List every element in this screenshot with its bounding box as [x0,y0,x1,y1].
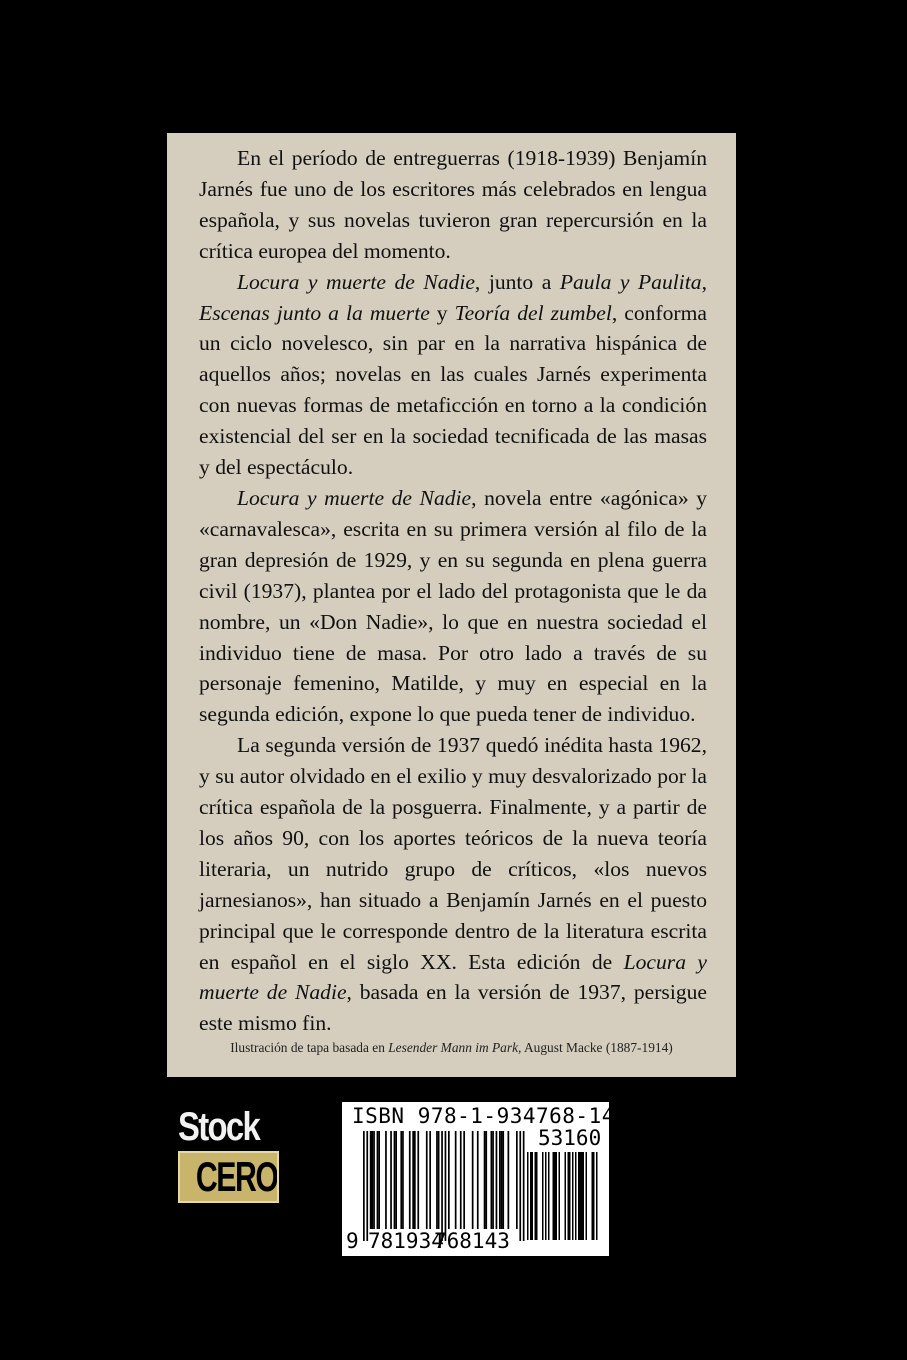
barcode-bar [491,1131,493,1229]
addon-bar [559,1152,561,1240]
barcode-bar [395,1131,397,1229]
barcode-bar [409,1131,411,1229]
price-code: 53160 [538,1126,602,1150]
paragraph-text: En el período de entreguerras (1918-1939) Benjamín Jarnés fue uno de los escritores más celebrados en lengua española, y sus novelas tuvieron gran repercursión en la crítica europea del momento. [199,146,707,263]
barcode-bar [390,1131,392,1229]
italic-title: Locura y muerte de Nadie [237,485,472,510]
barcode-bar [460,1131,462,1229]
addon-bar [593,1152,595,1240]
logo-word-cero-box [178,1151,279,1203]
credit-work-title: Lesender Mann im Park, [388,1040,522,1055]
barcode-bar [508,1131,510,1229]
isbn-barcode [342,1102,642,1256]
paragraph-text: , conforma un ciclo novelesco, sin par en la narrativa hispánica de aquellos años; novelas en las cuales Jarnés experimenta con nuevas formas de metaficción en torno a la condición existencial del ser en la sociedad tecnificada de las masas y del espectáculo. [199,300,707,480]
barcode-bar [429,1131,431,1229]
barcode-bar [417,1131,419,1229]
addon-bar [532,1152,534,1240]
publisher-logo [178,1105,279,1203]
barcode-bar [394,1131,396,1229]
barcode-bar [502,1131,504,1229]
barcode-bar [400,1131,402,1229]
italic-title: Teoría del zumbel [454,300,612,325]
barcode-bar [370,1131,372,1229]
paragraph-text: , [701,269,707,294]
barcode-bar [438,1131,440,1229]
addon-bar [583,1152,585,1240]
credit-prefix: Ilustración de tapa basada en [230,1040,389,1055]
addon-bar [545,1152,547,1240]
italic-title: Locura y muerte de Nadie [237,269,475,294]
barcode-bar [499,1131,501,1229]
addon-bar [536,1152,538,1240]
barcode-bar [412,1131,414,1229]
addon-bar [578,1152,580,1240]
barcode-bar [378,1131,380,1229]
barcode-bar [366,1131,368,1241]
ean-digits-right: 768143 [434,1229,510,1253]
barcode-bar [501,1131,503,1229]
barcode-bar [448,1131,450,1229]
addon-bar [569,1152,571,1240]
synopsis-paragraph [199,730,707,1039]
barcode-bar [472,1131,474,1229]
barcode-bar [377,1131,379,1229]
ean-digit-prefix: 9 [346,1229,359,1253]
barcode-bar [484,1131,486,1229]
barcode-bar [496,1131,498,1229]
barcode-bar [373,1131,375,1229]
barcode-bar [426,1131,428,1229]
barcode-bar [485,1131,487,1229]
illustration-credit [167,1040,736,1056]
addon-bar [553,1152,555,1240]
synopsis-paragraph [199,143,707,267]
addon-bar [527,1152,529,1240]
addon-bar [581,1152,583,1240]
synopsis-paragraph [199,483,707,730]
barcode-bar [441,1131,443,1241]
addon-bar [596,1152,598,1240]
barcode-bar [463,1131,465,1229]
addon-bar [535,1152,537,1240]
back-cover-text-panel [167,133,736,1077]
barcode-bar [455,1131,457,1229]
barcode-bar [414,1131,416,1229]
barcode-bar [385,1131,387,1229]
paragraph-text: , junto a [474,269,560,294]
paragraph-text: , basada en la versión de 1937, persigue este mismo fin. [199,980,707,1036]
addon-bar [530,1152,532,1240]
barcode-bar [372,1131,374,1229]
credit-artist: August Macke (1887-1914) [521,1040,673,1055]
barcode-bar [402,1131,404,1229]
ean-digits-left: 781934 [368,1229,444,1253]
addon-bar [542,1152,544,1240]
addon-bar [592,1152,594,1240]
addon-bar [548,1152,550,1240]
barcode-bar [523,1131,525,1241]
paragraph-text: La segunda versión de 1937 quedó inédita hasta 1962, y su autor olvidado en el exilio y muy desvalorizado por la crítica española de la posguerra. Finalmente, y a partir de los años 90, con los aportes teóricos de la nueva teoría literaria, un nutrido grupo de críticos, «los nuevos jarnesianos», han situado a Benjamín Jarnés en el puesto principal que le corresponde dentro de la literatura escrita en español en el siglo XX. Esta edición de [199,733,707,974]
isbn-label: ISBN 978-1-934768-14-3 [352,1104,642,1128]
barcode-bar [436,1131,438,1229]
logo-word-cero: CERO [195,1153,278,1200]
barcode-bar [363,1131,365,1241]
barcode-bar [516,1131,518,1229]
paragraph-text: , novela entre «agónica» y «carnavalesca», escrita en su primera versión al filo de la gran depresión de 1929, y en su segunda en plena guerra civil (1937), plantea por el lado del protagonista que le da nombre, un «Don Nadie», lo que en nuestra sociedad el individuo tiene de masa. Por otro lado a través de su personaje femenino, Matilde, y muy en especial en la segunda edición, expone lo que pueda tener de individuo. [199,485,707,727]
barcode-bar [477,1131,479,1229]
barcode-bar [519,1131,521,1241]
italic-title: Locura y muerte de Nadie [199,949,707,1005]
synopsis [199,143,707,1039]
paragraph-text: y [429,300,455,325]
addon-bar [586,1152,588,1240]
barcode-bar [492,1131,494,1229]
italic-title: Paula y Paulita [559,269,702,294]
barcode-bar [445,1131,447,1241]
addon-bar [556,1152,558,1240]
logo-word-stock: Stock [178,1105,260,1149]
addon-bar [572,1152,574,1240]
italic-title: Escenas junto a la muerte [199,300,430,325]
addon-bar [575,1152,577,1240]
addon-bar [568,1152,570,1240]
addon-bar [554,1152,556,1240]
addon-bar [565,1152,567,1240]
synopsis-paragraph [199,267,707,483]
addon-bar [580,1152,582,1240]
